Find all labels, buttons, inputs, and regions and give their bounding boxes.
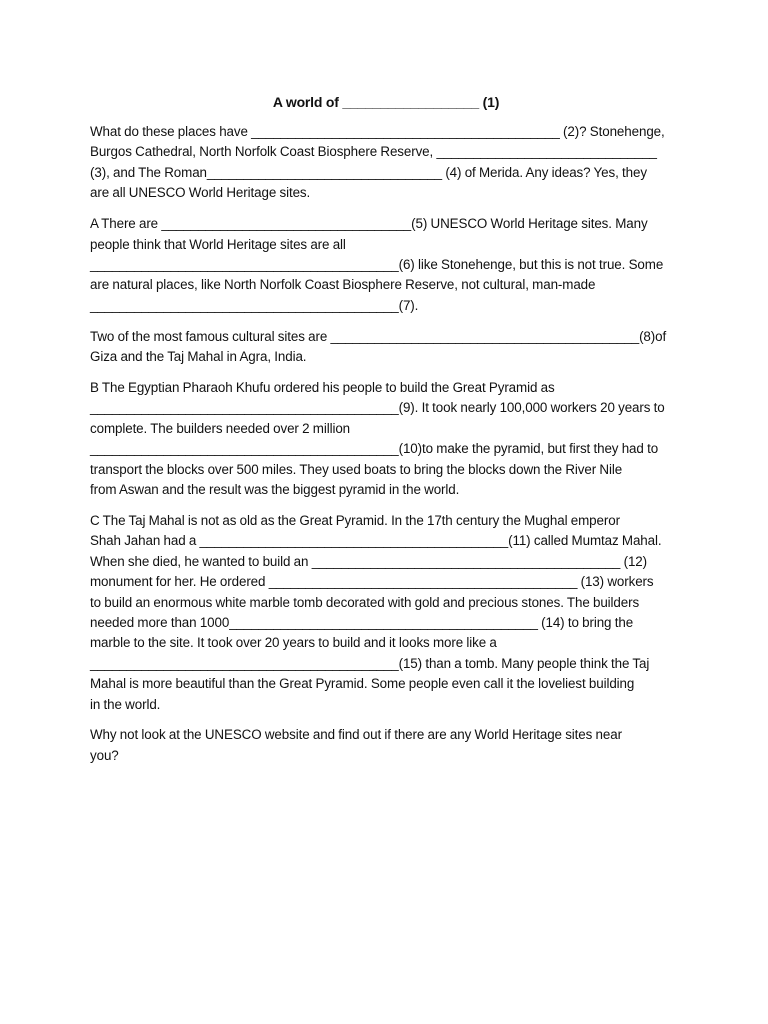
intro-paragraph: [90, 122, 682, 204]
text-line: C The Taj Mahal is not as old as the Great Pyramid. In the 17th century the Mughal emperor: [90, 512, 620, 528]
text-line: you?: [90, 747, 119, 763]
text-line: B The Egyptian Pharaoh Khufu ordered his people to build the Great Pyramid as: [90, 379, 555, 395]
text-line: to build an enormous white marble tomb decorated with gold and precious stones. The builders: [90, 594, 640, 610]
text-line: What do these places have __________________________________________ (2)? Stonehenge,: [90, 124, 665, 139]
text-line: Mahal is more beautiful than the Great Pyramid. Some people even call it the loveliest building: [90, 676, 635, 692]
text-line: __________________________________________(9). It took nearly 100,000 workers 20 years to: [90, 400, 665, 416]
text-line: (3), and The Roman________________________________ (4) of Merida. Any ideas? Yes, they: [90, 164, 647, 180]
text-line: monument for her. He ordered __________________________________________ (13) workers: [90, 574, 654, 590]
section-b-paragraph: [90, 378, 682, 500]
text-line: Burgos Cathedral, North Norfolk Coast Biosphere Reserve, ______________________________: [90, 144, 657, 160]
text-line: from Aswan and the result was the biggest pyramid in the world.: [90, 482, 460, 497]
text-line: in the world.: [90, 696, 161, 712]
text-line: __________________________________________(7).: [90, 297, 419, 313]
text-line: marble to the site. It took over 20 years to build and it looks more like a: [90, 635, 497, 651]
text-line: Two of the most famous cultural sites are __________________________________________(8)of: [90, 328, 667, 344]
text-line: Shah Jahan had a __________________________________________(11) called Mumtaz Mahal.: [90, 533, 662, 549]
text-line: are natural places, like North Norfolk Coast Biosphere Reserve, not cultural, man-made: [90, 277, 596, 293]
text-line: Giza and the Taj Mahal in Agra, India.: [90, 349, 307, 365]
document-page: [90, 92, 682, 777]
text-line: complete. The builders needed over 2 million: [90, 420, 351, 436]
text-line: A There are __________________________________(5) UNESCO World Heritage sites. Many: [90, 216, 648, 232]
text-line: are all UNESCO World Heritage sites.: [90, 185, 311, 201]
text-line: needed more than 1000__________________________________________ (14) to bring the: [90, 614, 634, 630]
text-line: people think that World Heritage sites are all: [90, 236, 346, 252]
text-line: When she died, he wanted to build an __________________________________________ (12): [90, 553, 648, 569]
text-line: Why not look at the UNESCO website and find out if there are any World Heritage sites near: [90, 727, 622, 743]
famous-sites-paragraph: [90, 327, 682, 368]
text-line: transport the blocks over 500 miles. They used boats to bring the blocks down the River Nile: [90, 461, 623, 477]
text-line: __________________________________________(10)to make the pyramid, but first they had to: [90, 441, 659, 457]
text-line: __________________________________________(6) like Stonehenge, but this is not true. Some: [90, 256, 664, 272]
closing-paragraph: [90, 725, 682, 766]
section-a-paragraph: [90, 214, 682, 316]
text-line: __________________________________________(15) than a tomb. Many people think the Taj: [90, 655, 650, 671]
section-c-paragraph: [90, 511, 682, 715]
document-title: A world of __________________ (1): [272, 94, 500, 110]
